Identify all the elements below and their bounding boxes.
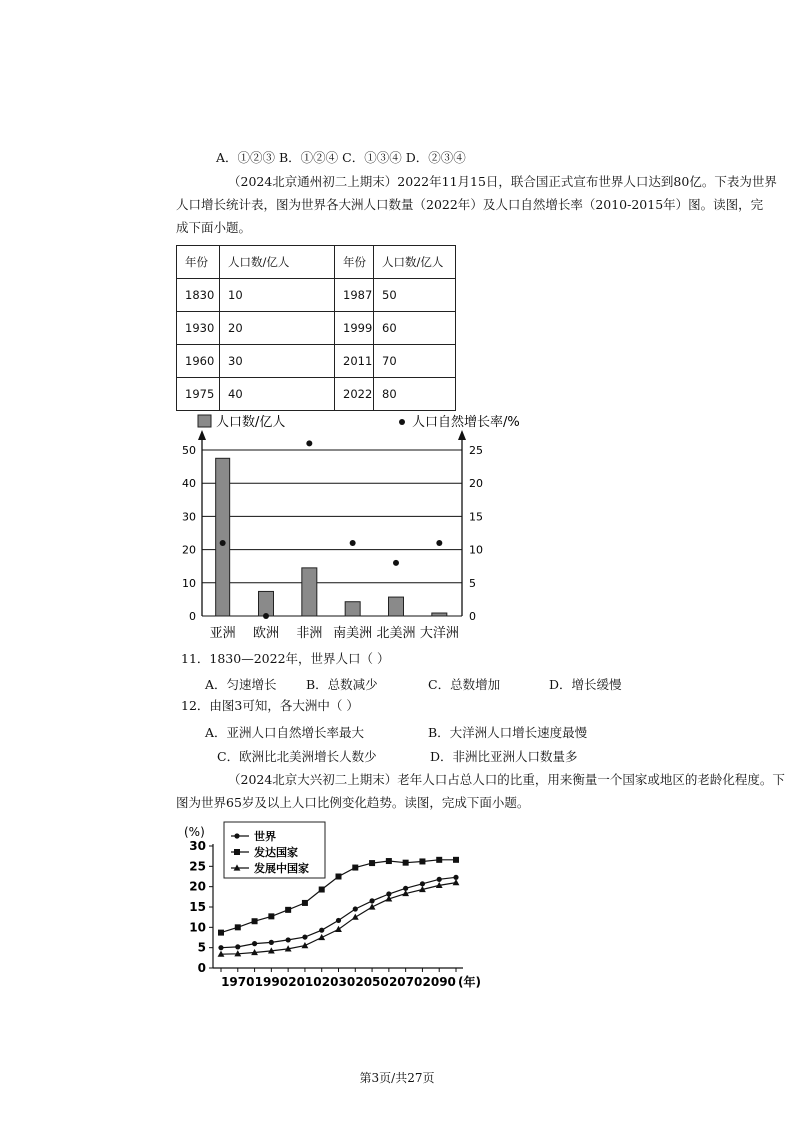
population-bar <box>216 458 230 616</box>
table-cell: 2011 <box>335 345 374 378</box>
y-left-tick-label: 10 <box>182 576 196 590</box>
table-cell: 1999 <box>335 312 374 345</box>
legend-label: 发展中国家 <box>254 862 309 875</box>
table-cell: 80 <box>374 378 456 411</box>
x-axis-unit: (年) <box>458 975 481 989</box>
data-point <box>252 941 257 946</box>
population-bar <box>345 602 360 616</box>
legend-marker <box>234 833 239 838</box>
growth-rate-dot <box>436 540 442 546</box>
population-bar <box>302 568 317 616</box>
table-row <box>177 378 456 411</box>
data-point <box>453 857 459 863</box>
y-tick-label: 25 <box>189 859 206 874</box>
y-right-tick-label: 25 <box>469 444 483 457</box>
table-header-cell: 年份 <box>177 246 220 279</box>
table-header-cell: 人口数/亿人 <box>220 246 335 279</box>
table-header-row <box>177 246 456 279</box>
q10-options: A．①②③ B．①②④ C．①③④ D．②③④ <box>216 150 466 165</box>
growth-rate-dot <box>393 560 399 566</box>
data-point <box>369 898 374 903</box>
table-cell: 50 <box>374 279 456 312</box>
growth-rate-dot <box>263 613 269 619</box>
y-tick-label: 0 <box>197 961 206 975</box>
table-cell: 70 <box>374 345 456 378</box>
q11-option-c[interactable]: C．总数增加 <box>428 677 501 692</box>
table-cell: 1975 <box>177 378 220 411</box>
table-row <box>177 345 456 378</box>
data-point <box>302 900 308 906</box>
x-tick-label: 2030 <box>321 975 356 989</box>
category-label: 大洋洲 <box>419 626 459 641</box>
y-left-tick-label: 40 <box>182 477 196 491</box>
category-label: 非洲 <box>296 626 323 641</box>
data-point <box>218 930 224 936</box>
legend-bar-label: 人口数/亿人 <box>216 415 286 430</box>
legend-label: 世界 <box>254 830 276 843</box>
population-bar <box>432 613 447 616</box>
data-point <box>419 858 425 864</box>
table-cell: 1987 <box>335 279 374 312</box>
category-label: 北美洲 <box>376 626 416 641</box>
table-cell: 60 <box>374 312 456 345</box>
data-point <box>352 865 358 871</box>
data-point <box>453 879 460 885</box>
y-tick-label: 15 <box>189 900 206 914</box>
intro2-line1: （2024北京大兴初二上期末）老年人口占总人口的比重，用来衡量一个国家或地区的老龄化程度。下 <box>228 772 785 787</box>
data-point <box>302 942 309 948</box>
data-point <box>319 928 324 933</box>
q11-stem: 11．1830—2022年，世界人口（ ） <box>181 651 390 666</box>
x-tick-label: 1990 <box>254 975 289 989</box>
intro1-line2: 人口增长统计表，图为世界各大洲人口数量（2022年）及人口自然增长率（2010-2015年）图。读图，完 <box>176 197 764 212</box>
data-point <box>218 945 223 950</box>
q12-option-b[interactable]: B．大洋洲人口增长速度最慢 <box>428 725 588 740</box>
x-tick-label: 2090 <box>422 975 456 989</box>
population-table <box>176 245 456 411</box>
q11-option-b[interactable]: B．总数减少 <box>306 677 378 692</box>
data-point <box>286 937 291 942</box>
y-tick-label: 20 <box>189 879 206 894</box>
x-tick-label: 2070 <box>388 975 423 989</box>
x-tick-label: 1970 <box>221 975 255 989</box>
series-line <box>221 877 456 947</box>
data-point <box>268 913 274 919</box>
y-right-tick-label: 0 <box>469 610 476 623</box>
y-left-tick-label: 0 <box>189 610 196 623</box>
data-point <box>403 860 409 866</box>
aging-population-chart <box>176 818 496 996</box>
data-point <box>319 887 325 893</box>
data-point <box>269 940 274 945</box>
y-right-tick-label: 10 <box>469 543 483 557</box>
data-point <box>352 914 359 920</box>
data-point <box>386 858 392 864</box>
growth-rate-dot <box>220 540 226 546</box>
table-cell: 10 <box>220 279 335 312</box>
x-tick-label: 2010 <box>288 975 322 989</box>
growth-rate-dot <box>350 540 356 546</box>
data-point <box>369 860 375 866</box>
data-point <box>302 934 307 939</box>
table-cell: 2022 <box>335 378 374 411</box>
population-bar <box>389 597 404 616</box>
data-point <box>252 918 258 924</box>
table-cell: 20 <box>220 312 335 345</box>
y-right-tick-label: 15 <box>469 510 483 524</box>
data-point <box>336 874 342 880</box>
x-tick-label: 2050 <box>355 975 389 989</box>
table-cell: 30 <box>220 345 335 378</box>
table-row <box>177 279 456 312</box>
intro2-line2: 图为世界65岁及以上人口比例变化趋势。读图，完成下面小题。 <box>176 795 530 810</box>
table-cell: 40 <box>220 378 335 411</box>
table-header-cell: 人口数/亿人 <box>374 246 456 279</box>
q12-option-c[interactable]: C．欧洲比北美洲增长人数少 <box>217 749 377 764</box>
q11-option-a[interactable]: A．匀速增长 <box>205 677 277 692</box>
data-point <box>285 907 291 913</box>
category-label: 亚洲 <box>209 626 236 641</box>
legend-dot-swatch <box>399 419 405 425</box>
growth-rate-dot <box>306 440 312 446</box>
intro1-line3: 成下面小题。 <box>176 220 252 235</box>
q12-option-d[interactable]: D．非洲比亚洲人口数量多 <box>430 749 578 764</box>
legend-label: 发达国家 <box>254 846 298 859</box>
population-bar <box>259 591 274 616</box>
y-left-tick-label: 30 <box>182 510 196 524</box>
category-label: 欧洲 <box>252 626 280 641</box>
data-point <box>335 926 342 932</box>
data-point <box>437 877 442 882</box>
y-right-tick-label: 5 <box>469 576 476 590</box>
q12-stem: 12．由图3可知，各大洲中（ ） <box>181 698 359 713</box>
table-header-cell: 年份 <box>335 246 374 279</box>
category-label: 南美洲 <box>333 626 373 641</box>
y-left-tick-label: 20 <box>182 543 196 557</box>
data-point <box>436 857 442 863</box>
legend-marker <box>234 849 240 855</box>
y-left-arrow <box>198 430 206 440</box>
table-cell: 1930 <box>177 312 220 345</box>
table-row <box>177 312 456 345</box>
data-point <box>235 924 241 930</box>
legend-bar-swatch <box>198 415 211 427</box>
q12-option-a[interactable]: A．亚洲人口自然增长率最大 <box>205 725 365 740</box>
table-cell: 1830 <box>177 279 220 312</box>
data-point <box>235 944 240 949</box>
data-point <box>420 881 425 886</box>
continent-population-chart <box>170 408 550 646</box>
intro1-line1: （2024北京通州初二上期末）2022年11月15日，联合国正式宣布世界人口达到80亿。下表为世界 <box>228 174 777 189</box>
data-point <box>353 906 358 911</box>
y-left-tick-label: 50 <box>182 444 196 457</box>
y-axis-unit: (%) <box>184 825 205 839</box>
data-point <box>336 918 341 923</box>
y-tick-label: 30 <box>189 839 206 853</box>
y-tick-label: 10 <box>189 920 206 935</box>
q11-option-d[interactable]: D．增长缓慢 <box>549 677 622 692</box>
legend-dot-label: 人口自然增长率/% <box>412 415 520 430</box>
table-cell: 1960 <box>177 345 220 378</box>
y-right-arrow <box>458 430 466 440</box>
y-tick-label: 5 <box>197 940 206 955</box>
page-footer: 第3页/共27页 <box>359 1071 435 1085</box>
y-right-tick-label: 20 <box>469 477 483 491</box>
